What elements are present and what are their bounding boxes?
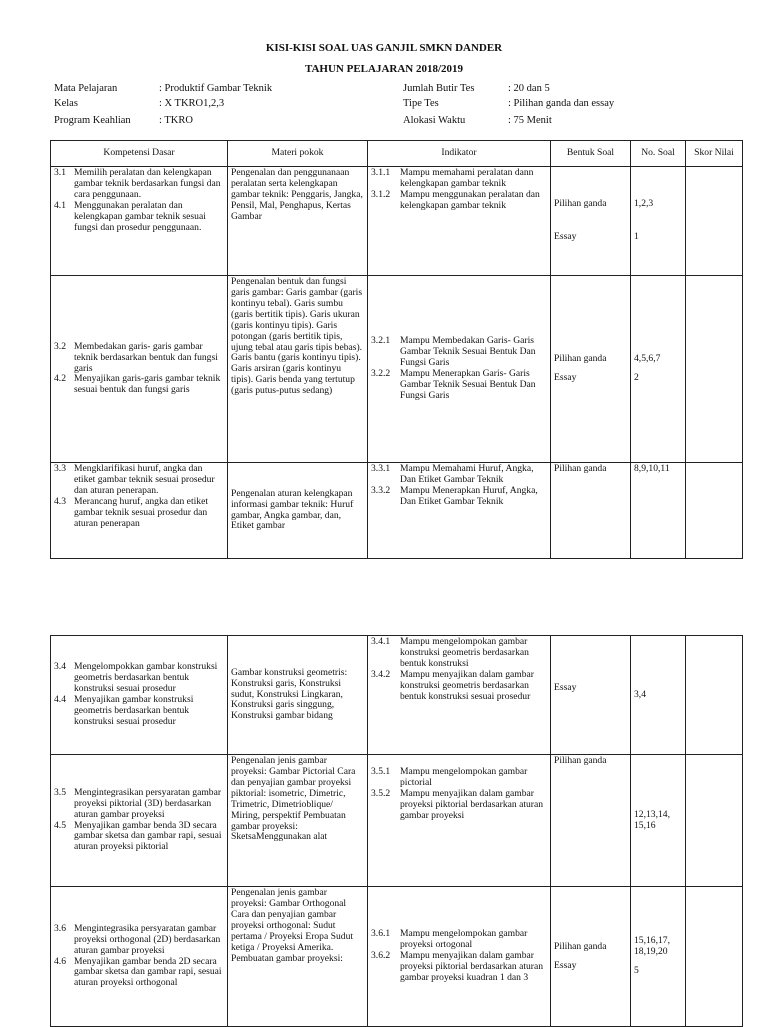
kd-cell (51, 887, 228, 1027)
materi-cell: Pengenalan aturan kelengkapan informasi gambar teknik: Huruf gambar, Angka gambar, dan, Etiket gambar (228, 463, 368, 559)
skor-cell (686, 755, 743, 887)
no-soal-cell (631, 276, 686, 463)
indikator-number: 3.1.2 (371, 188, 391, 200)
kd-text: Menyajikan gambar konstruksi geometris berdasarkan bentuk konstruksi sesuai prosedur (74, 694, 194, 727)
bentuk-soal-cell (551, 636, 631, 755)
kd-number: 4.4 (54, 694, 66, 705)
bentuk-soal-cell (551, 167, 631, 276)
indikator-number: 3.5.1 (371, 766, 391, 777)
kd-cell (51, 167, 228, 276)
info-value: : X TKRO1,2,3 (159, 98, 225, 109)
indikator-number: 3.2.1 (371, 335, 391, 347)
kd-number: 4.6 (54, 955, 66, 967)
indikator-number: 3.4.2 (371, 668, 391, 680)
info-value: : Pilihan ganda dan essay (508, 98, 615, 109)
header-skor-nilai: Skor Nilai (686, 141, 743, 167)
table-row (51, 636, 743, 755)
kd-text: Merancang huruf, angka dan etiket gambar teknik sesuai prosedur dan aturan penerapan (74, 495, 208, 529)
no-soal: 4,5,6,7 (634, 353, 661, 365)
header-materi-pokok: Materi pokok (228, 141, 368, 167)
info-value: : 20 dan 5 (508, 83, 550, 94)
bentuk-soal: Pilihan ganda (554, 353, 607, 365)
kd-number: 3.6 (54, 922, 66, 934)
skor-cell (686, 463, 743, 559)
materi-cell: Pengenalan dan penggunanaan peralatan serta kelengkapan gambar teknik: Penggaris, Jangka, Pensil, Mal, Penghapus, Kertas Gambar (228, 167, 368, 276)
table-row (51, 887, 743, 1027)
kd-text: Menyajikan gambar benda 2D secara gambar sketsa dan gambar rapi, sesuai aturan proyeksi orthogonal (74, 955, 222, 989)
info-value: : TKRO (159, 115, 193, 126)
kd-text: Mengklarifikasi huruf, angka dan etiket gambar teknik sesuai prosedur dan aturan penerapan. (74, 463, 215, 496)
kd-cell (51, 755, 228, 887)
table-row (51, 463, 743, 559)
materi-cell: Pengenalan bentuk dan fungsi garis gambar: Garis gambar (garis kontinyu tebal). Garis sumbu (garis bertitik tipis). Garis ukuran (garis kontinyu tipis). Garis potongan (garis bertitik tipis, ujung tebal atau garis tipis bebas). Garis bantu (garis kontinyu tipis). Garis arsiran (garis kontinyu tipis). Garis benda yang tertutup (garis putus-putus sedang) (228, 276, 368, 463)
materi-cell: Pengenalan jenis gambar proyeksi: Gambar Orthogonal Cara dan penyajian gambar proyeksi orthogonal: Sudut pertama / Proyeksi Eropa Sudut ketiga / Proyeksi Amerika. Pembuatan gambar proyeksi: (228, 887, 368, 1027)
no-soal-cell (631, 636, 686, 755)
header-indikator: Indikator (368, 141, 551, 167)
indikator-cell (368, 887, 551, 1027)
kd-text: Membedakan garis- garis gambar teknik berdasarkan bentuk dan fungsi garis (74, 340, 218, 374)
indikator-number: 3.4.1 (371, 636, 391, 647)
document-title: KISI-KISI SOAL UAS GANJIL SMKN DANDER (265, 42, 503, 54)
no-soal-cell (631, 755, 686, 887)
no-soal: 1 (634, 231, 639, 242)
indikator-cell (368, 463, 551, 559)
kd-text: Mengintegrasikan persyaratan gambar proyeksi piktorial (3D) berdasarkan aturan gambar proyeksi (74, 786, 222, 820)
indikator-number: 3.6.2 (371, 950, 391, 962)
kd-number: 4.3 (54, 495, 66, 507)
info-label: Alokasi Waktu (403, 115, 466, 126)
skor-cell (686, 276, 743, 463)
skor-cell (686, 167, 743, 276)
bentuk-soal-cell (551, 463, 631, 559)
info-label: Mata Pelajaran (54, 83, 118, 94)
indikator-text: Mampu menyajikan dalam gambar konstruksi geometris berdasarkan bentuk konstruksi sesuai prosedur (400, 668, 535, 702)
kd-text: Memilih peralatan dan kelengkapan gambar teknik berdasarkan fungsi dan cara penggunaan. (74, 167, 221, 200)
indikator-cell (368, 167, 551, 276)
indikator-text: Mampu Menerapkan Huruf, Angka, Dan Etiket Gambar Teknik (400, 484, 538, 507)
indikator-text: Mampu mengelompokan gambar konstruksi geometris berdasarkan bentuk konstruksi (400, 636, 529, 669)
no-soal: 1,2,3 (634, 198, 654, 210)
info-label: Kelas (54, 98, 78, 109)
kd-number: 3.4 (54, 661, 66, 673)
indikator-text: Mampu memahami peralatan dann kelengkapan gambar teknik (400, 167, 534, 189)
indikator-text: Mampu mengelompokan gambar pictorial (400, 766, 528, 788)
no-soal: 15,16,17, 18,19,20 (634, 935, 670, 958)
kd-text: Menyajikan garis-garis gambar teknik sesuai bentuk dan fungsi garis (74, 373, 221, 396)
kd-text: Menyajikan gambar benda 3D secara gambar sketsa dan gambar rapi, sesuai aturan proyeksi piktorial (74, 819, 222, 853)
no-soal-cell (631, 463, 686, 559)
header-bentuk-soal: Bentuk Soal (551, 141, 631, 167)
info-label: Jumlah Butir Tes (403, 83, 475, 94)
kd-cell (51, 276, 228, 463)
no-soal-cell (631, 887, 686, 1027)
kd-cell (51, 636, 228, 755)
no-soal: 12,13,14, 15,16 (634, 808, 670, 831)
indikator-number: 3.2.2 (371, 368, 391, 379)
indikator-text: Mampu menyajikan dalam gambar proyeksi piktorial berdasarkan aturan gambar proyeksi kuadran 1 dan 3 (400, 950, 544, 983)
bentuk-soal-cell (551, 887, 631, 1027)
bentuk-soal-cell (551, 755, 631, 887)
kd-number: 4.1 (54, 199, 66, 211)
indikator-text: Mampu menggunakan peralatan dan kelengkapan gambar teknik (400, 188, 540, 211)
indikator-cell (368, 755, 551, 887)
indikator-text: Mampu Menerapkan Garis- Garis Gambar Teknik Sesuai Bentuk Dan Fungsi Garis (400, 368, 536, 401)
no-soal: 5 (634, 964, 639, 976)
no-soal: 8,9,10,11 (634, 463, 670, 474)
bentuk-soal-cell (551, 276, 631, 463)
indikator-cell (368, 636, 551, 755)
indikator-number: 3.1.1 (371, 167, 391, 178)
table-row (51, 167, 743, 276)
indikator-number: 3.3.1 (371, 463, 391, 474)
kisi-table-part-1 (50, 140, 743, 559)
kd-text: Mengelompokkan gambar konstruksi geometris berdasarkan bentuk konstruksi sesuai prosedur (74, 661, 218, 695)
info-label: Tipe Tes (403, 98, 439, 109)
kd-number: 4.2 (54, 373, 66, 385)
kd-number: 3.1 (54, 167, 66, 178)
materi-cell: Gambar konstruksi geometris: Konstruksi garis, Konstruksi sudut, Konstruksi Lingkaran, Konstruksi garis singgung, Konstruksi gambar bidang (228, 636, 368, 755)
kisi-table-part-2 (50, 635, 743, 1027)
skor-cell (686, 887, 743, 1027)
bentuk-soal: Essay (554, 681, 577, 693)
indikator-number: 3.3.2 (371, 484, 391, 496)
bentuk-soal: Pilihan ganda (554, 463, 607, 474)
bentuk-soal: Essay (554, 959, 577, 971)
table-row (51, 276, 743, 463)
kd-number: 3.5 (54, 786, 66, 798)
info-label: Program Keahlian (54, 115, 131, 126)
bentuk-soal: Pilihan ganda (554, 198, 607, 210)
kd-number: 3.3 (54, 463, 66, 474)
kd-number: 3.2 (54, 340, 66, 352)
materi-cell: Pengenalan jenis gambar proyeksi: Gambar Pictorial Cara dan penyajian gambar proyeksi piktorial: isometric, Dimetric, Trimetric, Dimetrioblique/ Miring, perspektif Pembuatan gambar proyeksi: SketsaMenggunakan alat (228, 755, 368, 887)
indikator-cell (368, 276, 551, 463)
kd-number: 4.5 (54, 819, 66, 831)
info-left (54, 83, 384, 133)
no-soal: 2 (634, 372, 639, 383)
info-value: : Produktif Gambar Teknik (159, 83, 273, 94)
bentuk-soal: Pilihan ganda (554, 755, 607, 766)
indikator-text: Mampu Memahami Huruf, Angka, Dan Etiket Gambar Teknik (400, 463, 534, 485)
header-kompetensi-dasar: Kompetensi Dasar (51, 141, 228, 167)
header-no-soal: No. Soal (631, 141, 686, 167)
bentuk-soal: Essay (554, 231, 577, 242)
info-right (403, 83, 703, 133)
bentuk-soal: Essay (554, 372, 577, 383)
indikator-text: Mampu mengelompokan gambar proyeksi ortogonal (400, 928, 528, 951)
kd-text: Menggunakan peralatan dan kelengkapan gambar teknik sesuai fungsi dan prosedur penggunaan. (74, 199, 206, 233)
kd-cell (51, 463, 228, 559)
bentuk-soal: Pilihan ganda (554, 940, 607, 952)
table-row (51, 755, 743, 887)
indikator-number: 3.5.2 (371, 787, 391, 799)
no-soal-cell (631, 167, 686, 276)
info-value: : 75 Menit (508, 115, 552, 126)
skor-cell (686, 636, 743, 755)
indikator-text: Mampu Membedakan Garis- Garis Gambar Teknik Sesuai Bentuk Dan Fungsi Garis (400, 335, 536, 369)
indikator-number: 3.6.1 (371, 928, 391, 940)
kd-text: Mengintegrasika persyaratan gambar proyeksi orthogonal (2D) berdasarkan aturan gambar proyeksi (74, 922, 221, 956)
no-soal: 3,4 (634, 688, 646, 700)
indikator-text: Mampu menyajikan dalam gambar proyeksi piktorial berdasarkan aturan gambar proyeksi (400, 787, 544, 821)
document-subtitle: TAHUN PELAJARAN 2018/2019 (304, 63, 464, 75)
